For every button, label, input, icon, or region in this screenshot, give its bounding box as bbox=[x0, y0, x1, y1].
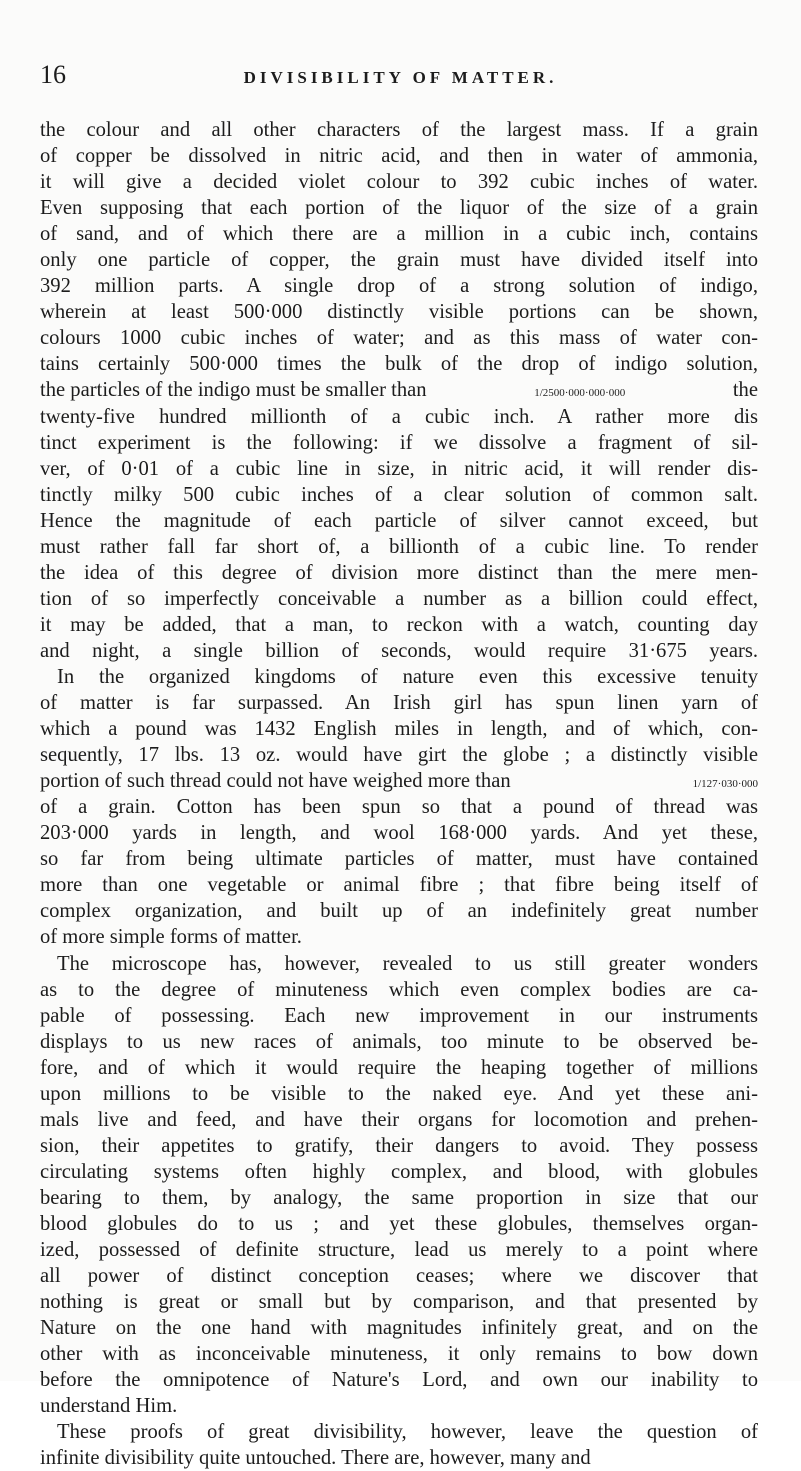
page-number: 16 bbox=[40, 60, 66, 89]
text-line: the colour and all other characters of the largest mass. If a grain bbox=[40, 119, 758, 141]
text-line: These proofs of great divisibility, however, leave the question of bbox=[57, 1421, 758, 1444]
text-line: wherein at least 500·000 distinctly visible portions can be shown, bbox=[40, 301, 758, 324]
text-line: 392 million parts. A single drop of a strong solution of indigo, bbox=[40, 275, 758, 298]
text-line: understand Him. bbox=[40, 1395, 178, 1418]
text-line: The microscope has, however, revealed to us still greater wonders bbox=[57, 952, 758, 975]
text-line: In the organized kingdoms of nature even this excessive tenuity bbox=[57, 665, 758, 688]
text-line: of matter is far surpassed. An Irish girl has spun linen yarn of bbox=[40, 692, 758, 715]
text-line: it will give a decided violet colour to 392 cubic inches of water. bbox=[40, 171, 758, 194]
text-line: pable of possessing. Each new improvement in our instruments bbox=[40, 1004, 758, 1027]
text-line: as to the degree of minuteness which even complex bodies are ca- bbox=[40, 978, 758, 1001]
text-line: Even supposing that each portion of the liquor of the size of a grain bbox=[40, 197, 758, 220]
text-line: nothing is great or small but by comparison, and that presented by bbox=[40, 1291, 758, 1314]
text-line: mals live and feed, and have their organs for locomotion and prehen- bbox=[40, 1108, 758, 1131]
text-line: tinctly milky 500 cubic inches of a clear solution of common salt. bbox=[40, 483, 758, 506]
text-line: so far from being ultimate particles of matter, must have contained bbox=[40, 848, 758, 871]
running-title: DIVISIBILITY OF MATTER. bbox=[243, 68, 558, 87]
text-line: 203·000 yards in length, and wool 168·000 yards. And yet these, bbox=[40, 822, 758, 845]
text-line: bearing to them, by analogy, the same proportion in size that our bbox=[40, 1186, 758, 1209]
text-segment: the bbox=[732, 379, 758, 402]
text-line: twenty-five hundred millionth of a cubic inch. A rather more dis bbox=[40, 405, 758, 428]
text-line: of sand, and of which there are a million in a cubic inch, contains bbox=[40, 223, 758, 246]
text-line: fore, and of which it would require the heaping together of millions bbox=[40, 1056, 758, 1079]
text-line bbox=[40, 377, 758, 403]
text-line: sion, their appetites to gratify, their dangers to avoid. They possess bbox=[40, 1134, 758, 1157]
text-line: which a pound was 1432 English miles in length, and of which, con- bbox=[40, 718, 758, 741]
text-line: more than one vegetable or animal fibre ; that fibre being itself of bbox=[40, 874, 758, 897]
text-line: Nature on the one hand with magnitudes infinitely great, and on the bbox=[40, 1317, 758, 1340]
text-line: blood globules do to us ; and yet these globules, themselves organ- bbox=[40, 1212, 758, 1235]
text-line: tion of so imperfectly conceivable a number as a billion could effect, bbox=[40, 587, 758, 610]
text-line: and night, a single billion of seconds, would require 31·675 years. bbox=[40, 639, 758, 662]
text-line: ized, possessed of definite structure, lead us merely to a point where bbox=[40, 1239, 758, 1262]
inline-fraction: 1/2500·000·000·000 bbox=[534, 387, 626, 400]
text-line: the idea of this degree of division more distinct than the mere men- bbox=[40, 561, 758, 584]
text-segment: the particles of the indigo must be smaller than bbox=[40, 379, 427, 402]
text-line: other with as inconceivable minuteness, it only remains to bow down bbox=[40, 1343, 758, 1366]
text-line: of copper be dissolved in nitric acid, and then in water of ammonia, bbox=[40, 145, 758, 168]
text-line: complex organization, and built up of an indefinitely great number bbox=[40, 900, 758, 923]
text-line: it may be added, that a man, to reckon with a watch, counting day bbox=[40, 613, 758, 636]
text-line: circulating systems often highly complex, and blood, with globules bbox=[40, 1160, 758, 1183]
text-line: Hence the magnitude of each particle of silver cannot exceed, but bbox=[40, 509, 758, 532]
text-line: all power of distinct conception ceases; where we discover that bbox=[40, 1265, 758, 1288]
text-line: infinite divisibility quite untouched. There are, however, many and bbox=[40, 1447, 591, 1470]
text-line: ver, of 0·01 of a cubic line in size, in nitric acid, it will render dis- bbox=[40, 457, 758, 480]
text-line: of more simple forms of matter. bbox=[40, 926, 302, 949]
text-line: colours 1000 cubic inches of water; and as this mass of water con- bbox=[40, 327, 758, 350]
text-segment: portion of such thread could not have weighed more than bbox=[40, 770, 511, 793]
text-line: must rather fall far short of, a billionth of a cubic line. To render bbox=[40, 535, 758, 558]
text-line: tains certainly 500·000 times the bulk of the drop of indigo solution, bbox=[40, 353, 758, 376]
text-line: displays to us new races of animals, too minute to be observed be- bbox=[40, 1030, 758, 1053]
text-line bbox=[40, 768, 758, 794]
text-line: upon millions to be visible to the naked eye. And yet these ani- bbox=[40, 1082, 758, 1105]
text-line: tinct experiment is the following: if we dissolve a fragment of sil- bbox=[40, 431, 758, 454]
text-line: only one particle of copper, the grain must have divided itself into bbox=[40, 249, 758, 272]
body-text bbox=[40, 117, 758, 1471]
text-line: sequently, 17 lbs. 13 oz. would have girt the globe ; a distinctly visible bbox=[40, 744, 758, 767]
inline-fraction: 1/127·030·000 bbox=[692, 778, 758, 791]
text-line: before the omnipotence of Nature's Lord, and own our inability to bbox=[40, 1369, 758, 1392]
text-line: of a grain. Cotton has been spun so that a pound of thread was bbox=[40, 796, 758, 819]
